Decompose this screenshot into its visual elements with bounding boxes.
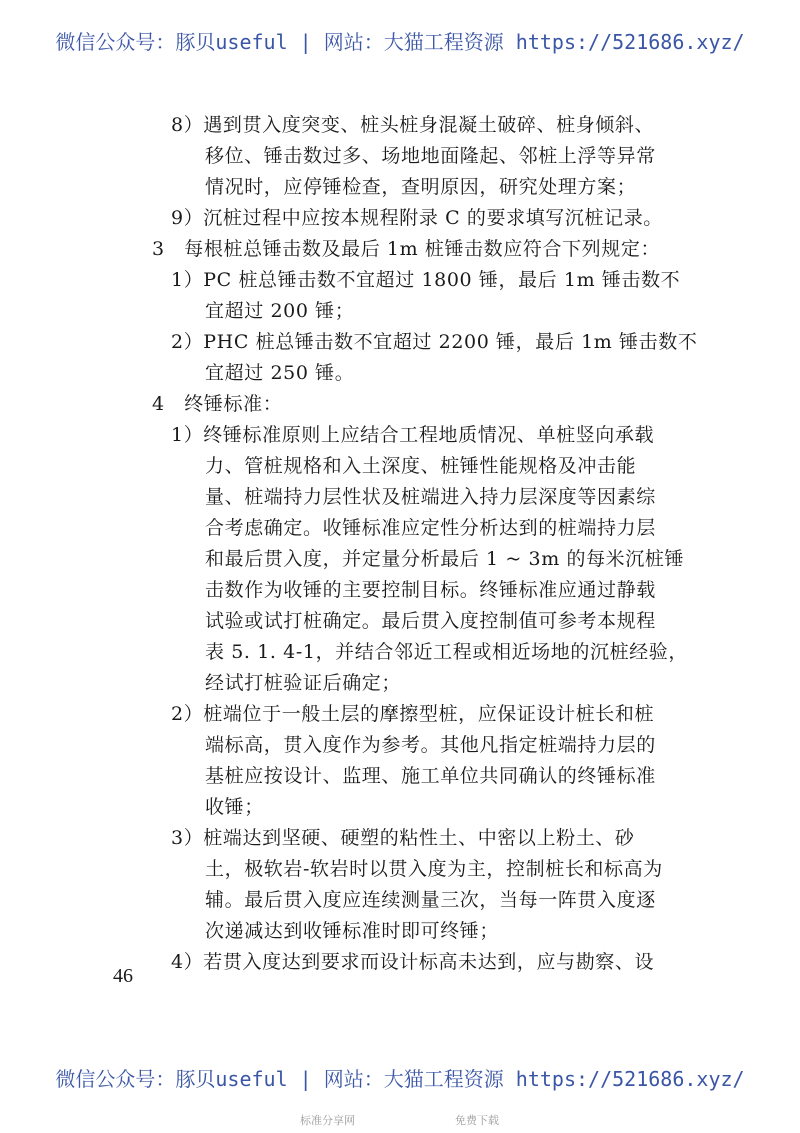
- text-line: 基桩应按设计、监理、施工单位共同确认的终锤标准: [205, 765, 656, 787]
- footer-site-label[interactable]: 标准分享网: [300, 1114, 355, 1127]
- text-line: 宜超过 200 锤；: [205, 300, 355, 322]
- text-line: 宜超过 250 锤。: [205, 362, 355, 384]
- text-line: 9）沉桩过程中应按本规程附录 C 的要求填写沉桩记录。: [171, 207, 663, 229]
- text-line: 次递减达到收锤标准时即可终锤；: [205, 920, 500, 942]
- text-line: 击数作为收锤的主要控制目标。终锤标准应通过静载: [205, 579, 656, 601]
- text-line: 4）若贯入度达到要求而设计标高未达到，应与勘察、设: [171, 951, 655, 973]
- text-line: 力、管桩规格和入土深度、桩锤性能规格及冲击能: [205, 455, 637, 477]
- text-line: 8）遇到贯入度突变、桩头桩身混凝土破碎、桩身倾斜、: [171, 114, 655, 136]
- text-line: 土，极软岩-软岩时以贯入度为主，控制桩长和标高为: [205, 858, 663, 880]
- text-line: 辅。最后贯入度应连续测量三次，当每一阵贯入度逐: [205, 889, 656, 911]
- text-line: 经试打桩验证后确定；: [205, 672, 402, 694]
- text-line: 表 5. 1. 4-1，并结合邻近工程或相近场地的沉桩经验，: [205, 641, 688, 663]
- text-line: 1）终锤标准原则上应结合工程地质情况、单桩竖向承载: [171, 424, 655, 446]
- text-line: 3）桩端达到坚硬、硬塑的粘性土、中密以上粉土、砂: [171, 827, 635, 849]
- text-line: 量、桩端持力层性状及桩端进入持力层深度等因素综: [205, 486, 656, 508]
- text-line: 1）PC 桩总锤击数不宜超过 1800 锤，最后 1m 锤击数不: [171, 269, 681, 291]
- text-line: 和最后贯入度，并定量分析最后 1 ~ 3m 的每米沉桩锤: [205, 548, 685, 570]
- text-line: 2）PHC 桩总锤击数不宜超过 2200 锤，最后 1m 锤击数不: [171, 331, 698, 353]
- page-number: 46: [113, 965, 133, 987]
- text-line: 合考虑确定。收锤标准应定性分析达到的桩端持力层: [205, 517, 656, 539]
- text-line: 情况时，应停锤检查，查明原因，研究处理方案；: [205, 176, 637, 198]
- text-line: 2）桩端位于一般土层的摩擦型桩，应保证设计桩长和桩: [171, 703, 655, 725]
- watermark-footer: 微信公众号：豚贝useful | 网站：大猫工程资源 https://521686.xyz/: [55, 1067, 745, 1091]
- text-line: 端标高，贯入度作为参考。其他凡指定桩端持力层的: [205, 734, 656, 756]
- footer-download-label[interactable]: 免费下载: [455, 1114, 499, 1127]
- text-line: 移位、锤击数过多、场地地面隆起、邻桩上浮等异常: [205, 145, 656, 167]
- watermark-header: 微信公众号：豚贝useful | 网站：大猫工程资源 https://521686.xyz/: [55, 30, 745, 54]
- text-line: 收锤；: [205, 796, 264, 818]
- text-line: 试验或试打桩确定。最后贯入度控制值可参考本规程: [205, 610, 656, 632]
- clause-heading: 4 终锤标准：: [152, 393, 283, 415]
- clause-heading: 3 每根桩总锤击数及最后 1m 桩锤击数应符合下列规定：: [152, 238, 661, 260]
